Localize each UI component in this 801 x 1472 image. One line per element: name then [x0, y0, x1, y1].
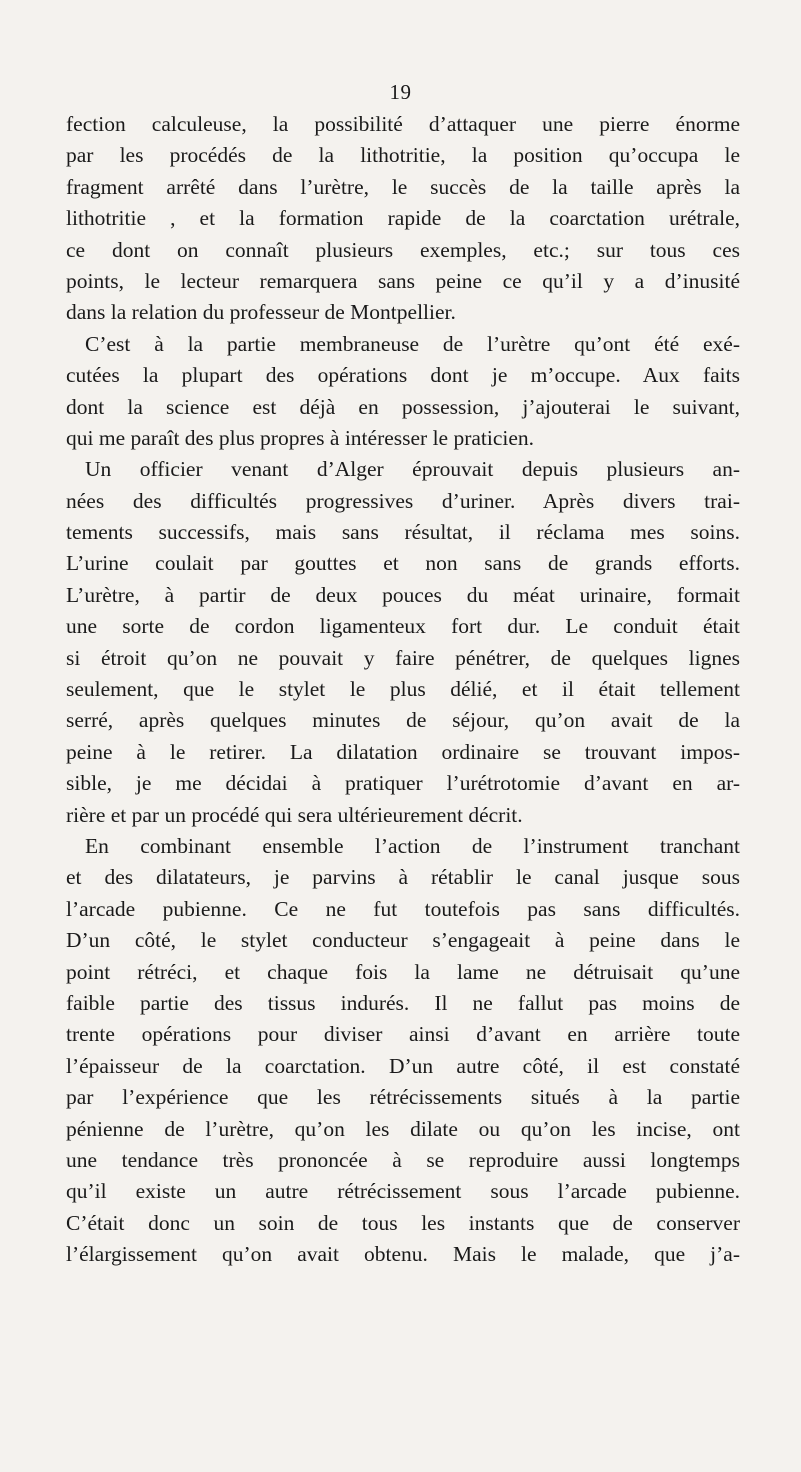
- text-line: En combinant ensemble l’action de l’instrument tranchant: [85, 833, 740, 858]
- text-line: et des dilatateurs, je parvins à rétablir le canal jusque sous: [66, 865, 740, 890]
- text-line: l’épaisseur de la coarctation. D’un autre côté, il est constaté: [66, 1053, 740, 1078]
- text-line: L’urine coulait par gouttes et non sans de grands efforts.: [66, 551, 740, 576]
- text-line: point rétréci, et chaque fois la lame ne détruisait qu’une: [66, 959, 740, 984]
- text-line: faible partie des tissus indurés. Il ne fallut pas moins de: [66, 990, 740, 1015]
- text-line: une sorte de cordon ligamenteux fort dur. Le conduit était: [66, 614, 740, 639]
- text-line: peine à le retirer. La dilatation ordinaire se trouvant impos-: [66, 739, 740, 764]
- text-line: fragment arrêté dans l’urètre, le succès de la taille après la: [66, 174, 740, 199]
- text-line: C’était donc un soin de tous les instants que de conserver: [66, 1210, 740, 1235]
- text-line: fection calculeuse, la possibilité d’attaquer une pierre énorme: [66, 112, 740, 136]
- text-line: Un officier venant d’Alger éprouvait depuis plusieurs an-: [85, 457, 740, 482]
- text-line: seulement, que le stylet le plus délié, et il était tellement: [66, 677, 740, 702]
- page-number: 19: [389, 80, 412, 104]
- text-line: points, le lecteur remarquera sans peine ce qu’il y a d’inusité: [66, 268, 740, 293]
- text-line: dans la relation du professeur de Montpellier.: [66, 300, 456, 325]
- text-line: qu’il existe un autre rétrécissement sous l’arcade pubienne.: [66, 1179, 740, 1204]
- text-line: L’urètre, à partir de deux pouces du méat urinaire, formait: [66, 582, 740, 607]
- body-text: [66, 109, 740, 1270]
- text-line: D’un côté, le stylet conducteur s’engageait à peine dans le: [66, 928, 740, 953]
- text-line: si étroit qu’on ne pouvait y faire pénétrer, de quelques lignes: [66, 645, 740, 670]
- text-line: lithotritie , et la formation rapide de la coarctation urétrale,: [66, 206, 740, 231]
- text-line: sible, je me décidai à pratiquer l’urétrotomie d’avant en ar-: [66, 771, 740, 796]
- text-line: rière et par un procédé qui sera ultérieurement décrit.: [66, 802, 523, 827]
- text-line: par les procédés de la lithotritie, la position qu’occupa le: [66, 143, 740, 168]
- text-line: C’est à la partie membraneuse de l’urètre qu’ont été exé-: [85, 331, 740, 356]
- text-line: cutées la plupart des opérations dont je m’occupe. Aux faits: [66, 363, 740, 388]
- text-line: ce dont on connaît plusieurs exemples, etc.; sur tous ces: [66, 237, 740, 262]
- text-line: une tendance très prononcée à se reproduire aussi longtemps: [66, 1147, 740, 1172]
- text-line: trente opérations pour diviser ainsi d’avant en arrière toute: [66, 1022, 740, 1047]
- text-line: pénienne de l’urètre, qu’on les dilate ou qu’on les incise, ont: [66, 1116, 740, 1141]
- text-line: nées des difficultés progressives d’uriner. Après divers trai-: [66, 488, 740, 513]
- text-line: l’arcade pubienne. Ce ne fut toutefois pas sans difficultés.: [66, 896, 740, 921]
- text-line: qui me paraît des plus propres à intéresser le praticien.: [66, 425, 535, 450]
- text-line: serré, après quelques minutes de séjour, qu’on avait de la: [66, 708, 740, 733]
- text-line: tements successifs, mais sans résultat, il réclama mes soins.: [66, 520, 740, 545]
- text-line: par l’expérience que les rétrécissements situés à la partie: [66, 1085, 740, 1110]
- text-line: dont la science est déjà en possession, j’ajouterai le suivant,: [66, 394, 740, 419]
- text-line: l’élargissement qu’on avait obtenu. Mais le malade, que j’a-: [66, 1242, 740, 1267]
